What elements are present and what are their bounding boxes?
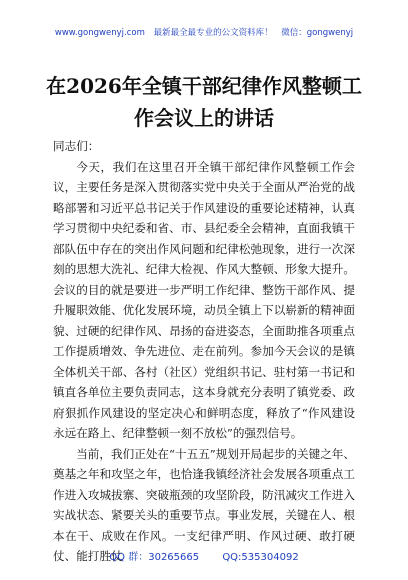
qq-group: QQ 群：30265665: [109, 552, 200, 563]
document-title: 在2026年全镇干部纪律作风整顿工作会议上的讲话: [46, 74, 362, 130]
wechat-id: 微信：gongwenyj: [281, 28, 354, 38]
paragraph-1: 今天，我们在这里召开全镇干部纪律作风整顿工作会议，主要任务是深入贯彻落实党中央关于全面从严治党的战略部署和习近平总书记关于作风建设的重要论述精神，认真学习贯彻中央纪委和省、市、县纪委全会精神，直面我镇干部队伍中存在的突出作风问题和纪律松弛现象，进行一次深刻的思想大洗礼、纪律大检视、作风大整顿、形象大提升。会议的目的就是要进一步严明工作纪律、整饬干部作风、提升履职效能、优化发展环境，动员全镇上下以崭新的精神面貌、过硬的纪律作风、昂扬的奋进姿态，全面助推各项重点工作提质增效、争先进位、走在前列。参加今天会议的是镇全体机关干部、各村（社区）党组织书记、驻村第一书记和镇直各单位主要负责同志，这本身就充分表明了镇党委、政府狠抓作风建设的坚定决心和鲜明态度，释放了“作风建设永远在路上、纪律整顿一刻不放松”的强烈信号。: [53, 159, 355, 440]
greeting: 同志们：: [53, 139, 100, 153]
page-header: [0, 26, 408, 38]
qq-contact: QQ:535304092: [222, 552, 299, 563]
site-url[interactable]: www.gongwenyj.com: [54, 28, 145, 38]
paragraph-2: 当前，我们正处在“十五五”规划开局起步的关键之年、奠基之年和攻坚之年，也恰逢我镇经济社会发展各项重点工作进入攻城拔寨、突破瓶颈的攻坚阶段，防汛减灾工作进入实战状态、紧要关头的重要节点。事业发展，关键在人、根本在干、成败在作风。一支纪律严明、作风过硬、敢打硬仗、能打胜仗: [53, 446, 355, 563]
site-tagline: 最新最全最专业的公文资料库！: [153, 28, 273, 38]
page-footer: [0, 548, 408, 563]
document-body: [53, 136, 355, 567]
